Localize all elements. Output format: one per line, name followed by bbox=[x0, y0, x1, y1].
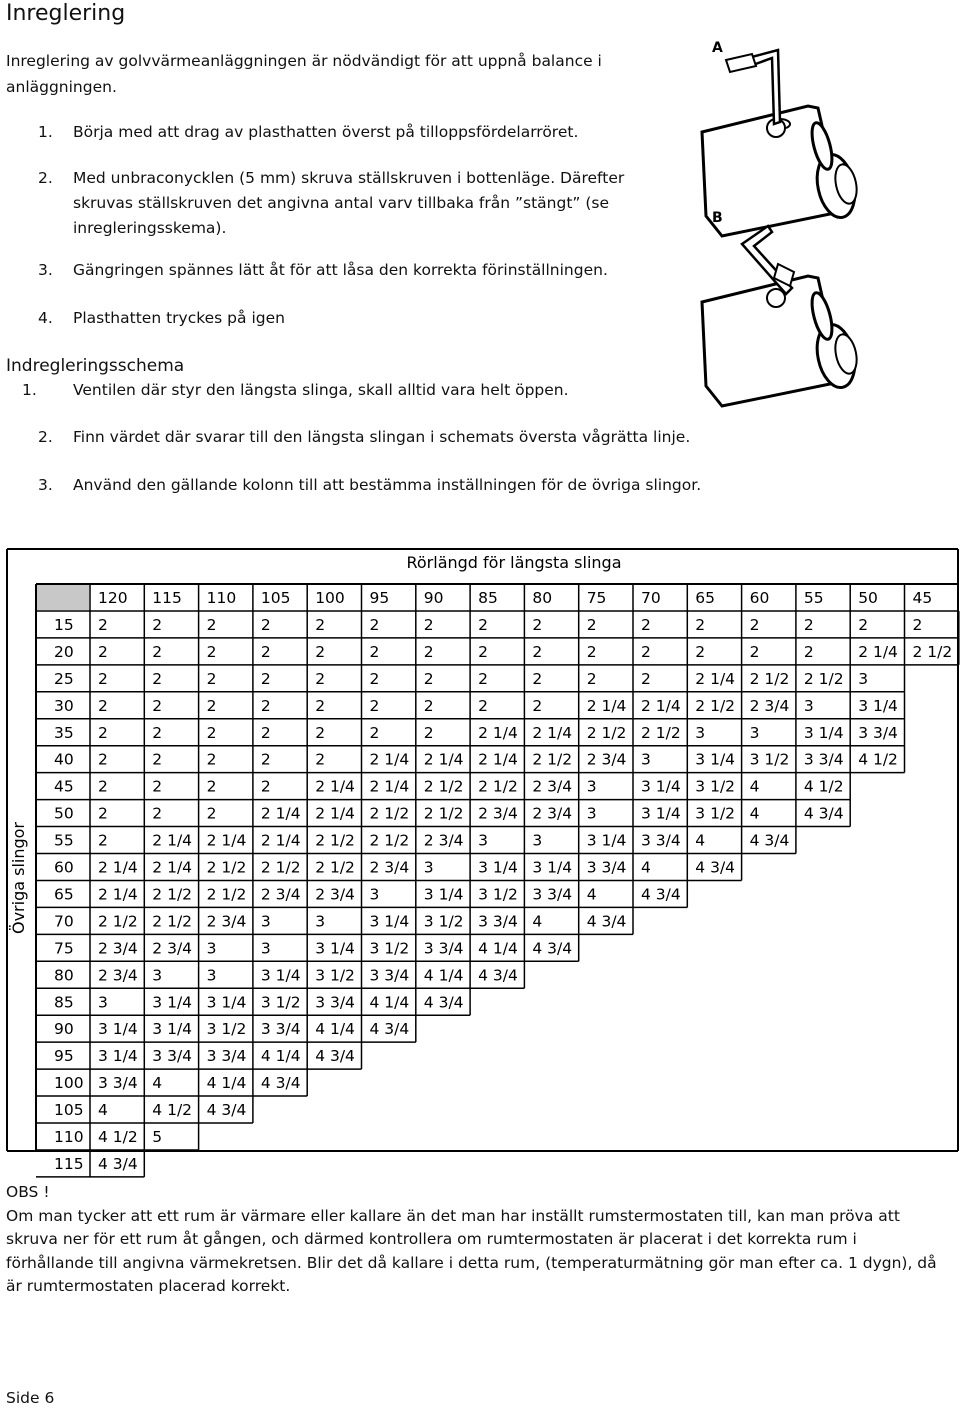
table-cell: 2 bbox=[641, 669, 651, 688]
table-cell: 2 bbox=[423, 696, 434, 715]
table-cell: 2 3/4 bbox=[532, 804, 573, 823]
table-cell: 3 1/2 bbox=[695, 804, 736, 823]
table-cell: 2 1/4 bbox=[315, 777, 355, 796]
table-cell: 2 3/4 bbox=[98, 939, 138, 958]
table-cell: 4 bbox=[586, 885, 597, 904]
table-cell: 3 3/4 bbox=[478, 912, 518, 931]
table-cell: 3 1/2 bbox=[478, 885, 518, 904]
column-header: 70 bbox=[641, 589, 661, 607]
table-cell: 3 bbox=[260, 939, 271, 958]
table-cell: 2 1/2 bbox=[206, 885, 247, 904]
table-cell: 3 1/4 bbox=[206, 993, 247, 1012]
valve-figure-b bbox=[702, 210, 860, 406]
table-cell: 4 1/2 bbox=[152, 1101, 193, 1120]
row-header: 80 bbox=[54, 966, 74, 985]
table-cell: 3 bbox=[749, 723, 760, 742]
table-cell: 4 3/4 bbox=[695, 858, 736, 877]
table-cell: 3 bbox=[369, 885, 380, 904]
table-cell: 3 3/4 bbox=[641, 831, 681, 850]
table-cell: 3 3/4 bbox=[206, 1047, 247, 1066]
column-header: 85 bbox=[478, 589, 498, 607]
table-cell: 3 1/4 bbox=[260, 966, 301, 985]
column-header: 75 bbox=[586, 589, 607, 607]
table-cell: 2 bbox=[369, 615, 380, 634]
table-cell: 2 1/2 bbox=[98, 912, 138, 931]
table-cell: 3 3/4 bbox=[423, 939, 464, 958]
table-cell: 2 bbox=[98, 615, 108, 634]
column-header: 45 bbox=[912, 589, 933, 607]
table-cell: 4 bbox=[532, 912, 543, 931]
table-cell: 2 bbox=[152, 696, 163, 715]
step-text: Använd den gällande kolonn till att bestämma inställningen för de övriga slingor. bbox=[73, 476, 702, 494]
table-top-label: Rörlängd för längsta slinga bbox=[406, 553, 622, 572]
table-cell: 4 1/2 bbox=[803, 777, 844, 796]
table-cell: 2 bbox=[260, 615, 271, 634]
table-cell: 2 1/4 bbox=[98, 858, 138, 877]
table-cell: 2 bbox=[98, 696, 108, 715]
table-cell: 2 1/4 bbox=[369, 777, 410, 796]
table-cell: 3 3/4 bbox=[260, 1020, 301, 1039]
table-cell: 4 1/4 bbox=[478, 939, 518, 958]
table-cell: 3 1/4 bbox=[423, 885, 464, 904]
table-cell: 3 bbox=[858, 669, 869, 688]
table-cell: 2 1/2 bbox=[478, 777, 518, 796]
table-cell: 2 bbox=[152, 777, 163, 796]
table-cell: 3 bbox=[532, 831, 543, 850]
table-cell: 2 1/2 bbox=[423, 777, 464, 796]
table-cell: 2 bbox=[315, 696, 326, 715]
table-cell: 2 bbox=[423, 615, 434, 634]
table-cell: 2 bbox=[369, 642, 380, 661]
table-cell: 4 bbox=[98, 1101, 108, 1120]
table-cell: 2 1/4 bbox=[152, 858, 193, 877]
column-header: 120 bbox=[98, 589, 128, 607]
table-cell: 3 1/4 bbox=[478, 858, 518, 877]
row-header: 115 bbox=[54, 1154, 84, 1173]
table-cell: 3 bbox=[695, 723, 706, 742]
table-cell: 3 bbox=[98, 993, 108, 1012]
table-cell: 2 1/2 bbox=[260, 858, 301, 877]
table-cell: 4 3/4 bbox=[803, 804, 844, 823]
table-cell: 2 bbox=[152, 642, 163, 661]
table-cell: 2 1/2 bbox=[315, 858, 355, 877]
table-cell: 4 bbox=[695, 831, 706, 850]
obs-note bbox=[6, 1181, 946, 1299]
table-cell: 2 1/4 bbox=[478, 723, 518, 742]
row-header: 65 bbox=[54, 885, 74, 904]
table-cell: 3 1/2 bbox=[260, 993, 301, 1012]
table-cell: 2 1/2 bbox=[423, 804, 464, 823]
table-cell: 2 bbox=[206, 750, 217, 769]
table-cell: 2 bbox=[98, 804, 108, 823]
table-cell: 4 bbox=[749, 777, 760, 796]
row-header: 60 bbox=[54, 858, 74, 877]
table-cell: 2 3/4 bbox=[586, 750, 627, 769]
table-cell: 3 1/4 bbox=[695, 750, 736, 769]
table-cell: 4 1/4 bbox=[260, 1047, 301, 1066]
table-cell: 2 bbox=[369, 723, 380, 742]
table-cell: 2 bbox=[478, 669, 488, 688]
table-cell: 2 3/4 bbox=[369, 858, 410, 877]
table-cell: 2 1/4 bbox=[206, 831, 247, 850]
table-cell: 2 3/4 bbox=[206, 912, 247, 931]
table-cell: 4 3/4 bbox=[206, 1101, 247, 1120]
column-header: 60 bbox=[749, 589, 770, 607]
table-cell: 2 bbox=[858, 615, 869, 634]
column-header: 100 bbox=[315, 589, 345, 607]
table-cell: 2 1/2 bbox=[749, 669, 790, 688]
table-cell: 2 bbox=[260, 777, 271, 796]
table-cell: 3 1/2 bbox=[695, 777, 736, 796]
table-cell: 4 1/4 bbox=[369, 993, 410, 1012]
step-text: Med unbraconycklen (5 mm) skruva ställskruven i bottenläge. Därefter skruvas ställskruven det angivna antal varv tillbaka från ”stängt” (se inregleringsskema). bbox=[73, 169, 625, 237]
table-cell: 2 3/4 bbox=[152, 939, 193, 958]
row-header: 35 bbox=[54, 723, 74, 742]
table-cell: 2 bbox=[749, 642, 760, 661]
table-cell: 3 3/4 bbox=[98, 1074, 138, 1093]
table-cell: 3 1/2 bbox=[369, 939, 410, 958]
table-cell: 2 1/4 bbox=[586, 696, 627, 715]
step-text: Börja med att drag av plasthatten överst på tilloppsfördelarröret. bbox=[73, 123, 579, 141]
table-cell: 4 1/2 bbox=[858, 750, 898, 769]
table-cell: 3 1/2 bbox=[423, 912, 464, 931]
row-header: 110 bbox=[54, 1128, 84, 1146]
table-cell: 2 bbox=[98, 750, 108, 769]
table-cell: 2 bbox=[260, 642, 271, 661]
table-cell: 2 1/2 bbox=[152, 885, 193, 904]
column-header: 110 bbox=[206, 589, 237, 607]
step-number: 4. bbox=[38, 309, 53, 327]
table-cell: 3 3/4 bbox=[803, 750, 844, 769]
table-cell: 2 bbox=[315, 669, 326, 688]
table-cell: 2 1/4 bbox=[260, 831, 301, 850]
table-cell: 2 1/2 bbox=[912, 642, 953, 661]
table-cell: 2 bbox=[315, 615, 326, 634]
table-cell: 3 3/4 bbox=[315, 993, 355, 1012]
table-cell: 2 bbox=[206, 696, 217, 715]
table-cell: 2 1/4 bbox=[369, 750, 410, 769]
schema-step-2 bbox=[38, 425, 738, 450]
table-cell: 2 1/4 bbox=[532, 723, 573, 742]
table-cell: 2 bbox=[423, 642, 434, 661]
table-cell: 3 bbox=[206, 966, 217, 985]
table-cell: 3 bbox=[641, 750, 651, 769]
valve-figure-a bbox=[702, 40, 860, 236]
step-text: Plasthatten tryckes på igen bbox=[73, 309, 285, 327]
row-header: 55 bbox=[54, 831, 74, 850]
table-cell: 2 1/4 bbox=[695, 669, 736, 688]
row-header: 20 bbox=[54, 642, 74, 661]
table-cell: 2 bbox=[206, 777, 217, 796]
table-cell: 3 1/4 bbox=[586, 831, 627, 850]
table-cell: 2 bbox=[152, 615, 163, 634]
table-cell: 3 3/4 bbox=[152, 1047, 193, 1066]
row-header: 70 bbox=[54, 912, 74, 931]
table-cell: 3 bbox=[260, 912, 271, 931]
row-header: 105 bbox=[54, 1101, 84, 1120]
column-header: 105 bbox=[260, 589, 291, 607]
table-cell: 3 1/4 bbox=[641, 804, 681, 823]
table-cell: 4 3/4 bbox=[423, 993, 464, 1012]
step-number: 1. bbox=[38, 123, 53, 141]
table-cell: 2 bbox=[803, 642, 814, 661]
table-cell: 3 1/4 bbox=[858, 696, 898, 715]
table-cell: 2 bbox=[98, 642, 108, 661]
settings-table bbox=[6, 548, 959, 1173]
table-cell: 3 1/4 bbox=[98, 1020, 138, 1039]
table-cell: 4 bbox=[749, 804, 760, 823]
table-cell: 2 bbox=[586, 642, 597, 661]
row-header: 95 bbox=[54, 1047, 74, 1066]
table-cell: 4 3/4 bbox=[749, 831, 790, 850]
table-cell: 4 1/2 bbox=[98, 1128, 138, 1146]
table-cell: 2 3/4 bbox=[315, 885, 355, 904]
table-cell: 2 bbox=[98, 777, 108, 796]
row-header: 100 bbox=[54, 1074, 84, 1093]
table-cell: 2 bbox=[695, 615, 706, 634]
table-cell: 2 bbox=[586, 615, 597, 634]
column-header: 55 bbox=[803, 589, 824, 607]
table-cell: 4 bbox=[152, 1074, 163, 1093]
table-cell: 3 bbox=[478, 831, 488, 850]
table-cell: 2 bbox=[98, 723, 108, 742]
table-cell: 3 1/2 bbox=[749, 750, 790, 769]
schema-step-3 bbox=[38, 473, 738, 498]
table-cell: 3 bbox=[586, 777, 597, 796]
step-text: Ventilen där styr den längsta slinga, skall alltid vara helt öppen. bbox=[73, 381, 569, 399]
column-header: 90 bbox=[423, 589, 444, 607]
table-cell: 3 1/4 bbox=[641, 777, 681, 796]
row-header: 85 bbox=[54, 993, 74, 1012]
table-cell: 2 bbox=[478, 642, 488, 661]
table-cell: 3 3/4 bbox=[858, 723, 898, 742]
table-cell: 3 bbox=[586, 804, 597, 823]
step-1 bbox=[38, 120, 688, 145]
table-cell: 4 3/4 bbox=[315, 1047, 355, 1066]
table-cell: 4 1/4 bbox=[423, 966, 464, 985]
table-cell: 2 bbox=[260, 696, 271, 715]
table-cell: 3 bbox=[423, 858, 434, 877]
table-cell: 2 1/2 bbox=[369, 804, 410, 823]
table-cell: 4 bbox=[641, 858, 651, 877]
row-header: 25 bbox=[54, 669, 74, 688]
table-cell: 2 bbox=[641, 642, 651, 661]
column-header: 65 bbox=[695, 589, 716, 607]
table-cell: 2 1/2 bbox=[152, 912, 193, 931]
table-cell: 3 1/2 bbox=[315, 966, 355, 985]
table-cell: 2 bbox=[206, 669, 217, 688]
table-cell: 2 bbox=[532, 615, 543, 634]
table-cell: 2 bbox=[532, 669, 543, 688]
table-cell: 3 1/4 bbox=[803, 723, 844, 742]
table-cell: 2 1/4 bbox=[152, 831, 193, 850]
step-number: 3. bbox=[38, 261, 53, 279]
step-number: 2. bbox=[38, 169, 53, 187]
table-cell: 2 bbox=[315, 750, 326, 769]
table-cell: 4 3/4 bbox=[478, 966, 518, 985]
table-cell: 3 3/4 bbox=[586, 858, 627, 877]
table-cell: 3 1/4 bbox=[98, 1047, 138, 1066]
row-header: 30 bbox=[54, 696, 74, 715]
table-cell: 2 bbox=[803, 615, 814, 634]
table-cell: 3 bbox=[315, 912, 326, 931]
row-header: 40 bbox=[54, 750, 74, 769]
valve-screw-icon bbox=[767, 289, 785, 307]
row-header: 90 bbox=[54, 1020, 74, 1039]
step-number: 2. bbox=[38, 428, 53, 446]
table-cell: 3 bbox=[152, 966, 163, 985]
table-cell: 2 bbox=[695, 642, 706, 661]
table-cell: 3 3/4 bbox=[369, 966, 410, 985]
table-cell: 4 1/4 bbox=[206, 1074, 247, 1093]
table-cell: 2 3/4 bbox=[98, 966, 138, 985]
table-cell: 2 bbox=[586, 669, 597, 688]
obs-label: OBS ! bbox=[6, 1183, 50, 1201]
table-cell: 2 bbox=[423, 669, 434, 688]
table-cell: 2 3/4 bbox=[260, 885, 301, 904]
step-4 bbox=[38, 306, 688, 331]
column-header: 115 bbox=[152, 589, 182, 607]
table-cell: 4 3/4 bbox=[586, 912, 627, 931]
table-cell: 2 1/4 bbox=[260, 804, 301, 823]
table-cell: 2 1/2 bbox=[803, 669, 844, 688]
table-cell: 2 bbox=[152, 669, 163, 688]
table-cell: 2 1/2 bbox=[369, 831, 410, 850]
table-cell: 2 bbox=[152, 723, 163, 742]
table-cell: 2 1/4 bbox=[641, 696, 681, 715]
table-cell: 3 1/4 bbox=[315, 939, 355, 958]
table-cell: 2 bbox=[206, 804, 217, 823]
table-cell: 3 1/4 bbox=[152, 1020, 193, 1039]
table-cell: 3 3/4 bbox=[532, 885, 573, 904]
table-cell: 2 bbox=[423, 723, 434, 742]
step-2 bbox=[38, 166, 688, 241]
figure-label-b: B bbox=[712, 210, 723, 226]
table-cell: 2 bbox=[641, 615, 651, 634]
column-header: 95 bbox=[369, 589, 390, 607]
row-header: 15 bbox=[54, 615, 74, 634]
table-cell: 2 1/4 bbox=[858, 642, 898, 661]
row-header: 50 bbox=[54, 804, 74, 823]
table-cell: 2 1/2 bbox=[206, 858, 247, 877]
step-3 bbox=[38, 258, 688, 283]
table-cell: 2 1/4 bbox=[478, 750, 518, 769]
table-cell: 2 1/2 bbox=[315, 831, 355, 850]
row-header: 75 bbox=[54, 939, 74, 958]
table-cell: 2 bbox=[912, 615, 923, 634]
table-cell: 2 bbox=[206, 615, 217, 634]
table-cell: 2 bbox=[98, 831, 108, 850]
valve-illustration bbox=[698, 36, 960, 388]
table-cell: 3 bbox=[206, 939, 217, 958]
table-cell: 4 3/4 bbox=[260, 1074, 301, 1093]
table-cell: 2 1/4 bbox=[315, 804, 355, 823]
table-cell: 2 bbox=[152, 804, 163, 823]
table-cell: 2 bbox=[369, 669, 380, 688]
table-cell: 2 bbox=[260, 669, 271, 688]
table-cell: 3 1/4 bbox=[152, 993, 193, 1012]
row-header: 45 bbox=[54, 777, 74, 796]
table-cell: 4 3/4 bbox=[98, 1154, 138, 1173]
step-text: Finn värdet där svarar till den längsta slingan i schemats översta vågrätta linje. bbox=[73, 428, 691, 446]
table-cell: 3 1/4 bbox=[369, 912, 410, 931]
table-cell: 4 3/4 bbox=[641, 885, 681, 904]
table-cell: 2 bbox=[206, 642, 217, 661]
intro-paragraph: Inreglering av golvvärmeanläggningen är nödvändigt för att uppnå balance i anläggningen. bbox=[6, 52, 602, 96]
table-cell: 3 1/4 bbox=[532, 858, 573, 877]
schema-step-1 bbox=[22, 378, 672, 403]
table-cell: 4 3/4 bbox=[369, 1020, 410, 1039]
table-cell: 2 1/4 bbox=[423, 750, 464, 769]
table-side-label: Övriga slingor bbox=[9, 821, 28, 935]
page-title: Inreglering bbox=[6, 1, 126, 26]
table-cell: 2 bbox=[152, 750, 163, 769]
table-cell: 2 1/2 bbox=[695, 696, 736, 715]
step-number: 3. bbox=[38, 476, 53, 494]
table-cell: 2 1/2 bbox=[641, 723, 681, 742]
table-cell: 2 1/2 bbox=[586, 723, 627, 742]
obs-text: Om man tycker att ett rum är värmare eller kallare än det man har inställt rumstermostaten till, kan man pröva att skruva ner för ett rum åt gången, och därmed kontrollera om rumtermostaten är placerat i det korrekta rum i förhållande till angivna värmekretsen. Blir det då kallare i detta rum, (temperaturmätning gör man efter ca. 1 dygn), då är rumtermostaten placerad korrekt. bbox=[6, 1206, 937, 1295]
table-cell: 2 bbox=[98, 669, 108, 688]
table-cell: 2 1/2 bbox=[532, 750, 573, 769]
table-cell: 2 1/4 bbox=[98, 885, 138, 904]
schema-heading: Indregleringsschema bbox=[6, 356, 185, 376]
table-cell: 2 bbox=[749, 615, 760, 634]
table-cell: 3 1/2 bbox=[206, 1020, 247, 1039]
table-cell: 3 bbox=[803, 696, 814, 715]
column-header: 50 bbox=[858, 589, 878, 607]
table-cell: 2 bbox=[478, 615, 488, 634]
table-cell: 2 bbox=[478, 696, 488, 715]
table-cell: 2 bbox=[532, 696, 543, 715]
table-cell: 4 3/4 bbox=[532, 939, 573, 958]
figure-label-a: A bbox=[712, 40, 723, 56]
table-cell: 4 1/4 bbox=[315, 1020, 355, 1039]
table-corner-cell bbox=[37, 585, 89, 610]
table-cell: 2 bbox=[206, 723, 217, 742]
table-cell: 2 bbox=[260, 723, 271, 742]
step-text: Gängringen spännes lätt åt för att låsa den korrekta förinställningen. bbox=[73, 261, 608, 279]
table-cell: 2 3/4 bbox=[532, 777, 573, 796]
table-cell: 2 bbox=[369, 696, 380, 715]
column-header: 80 bbox=[532, 589, 553, 607]
table-cell: 2 bbox=[315, 723, 326, 742]
table-cell: 2 bbox=[315, 642, 326, 661]
table-cell: 2 bbox=[260, 750, 271, 769]
step-number: 1. bbox=[22, 381, 37, 399]
table-cell: 2 3/4 bbox=[478, 804, 518, 823]
page-footer: Side 6 bbox=[6, 1389, 55, 1407]
table-cell: 2 3/4 bbox=[749, 696, 790, 715]
table-cell: 2 3/4 bbox=[423, 831, 464, 850]
table-cell: 2 bbox=[532, 642, 543, 661]
table-cell: 5 bbox=[152, 1128, 163, 1146]
